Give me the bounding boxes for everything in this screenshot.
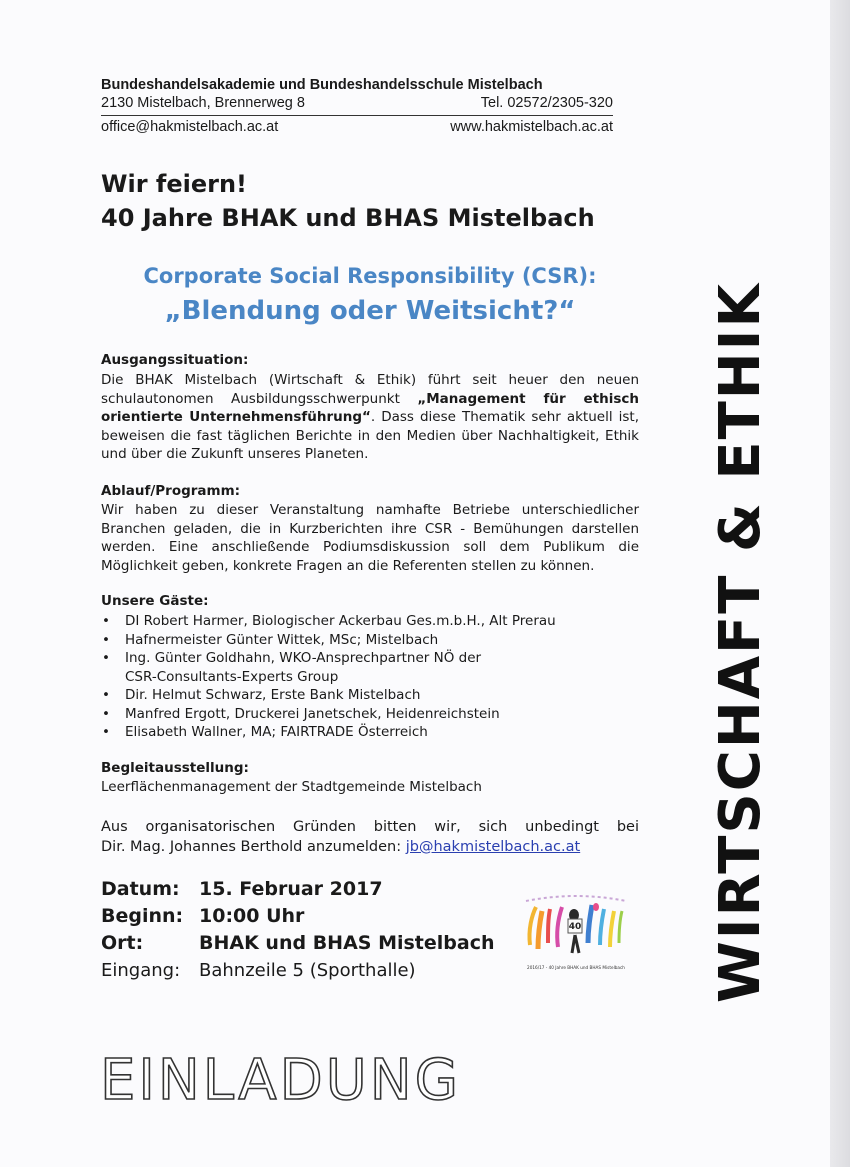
guest-text: • Ing. Günter Goldhahn, WKO-Ansprechpartner NÖ der bbox=[125, 650, 482, 666]
list-item bbox=[101, 631, 621, 650]
paragraph-ausgang bbox=[101, 371, 639, 464]
list-item bbox=[101, 649, 621, 686]
footer-title-einladung bbox=[100, 1043, 560, 1113]
info-datum bbox=[101, 876, 383, 903]
school-email[interactable]: office@hakmistelbach.ac.at bbox=[101, 119, 279, 135]
section-heading-gaeste: Unsere Gäste: bbox=[101, 593, 209, 609]
info-ort bbox=[101, 930, 495, 957]
info-label: Ort: bbox=[101, 932, 144, 954]
vertical-banner-wirtschaft-ethik: WIRTSCHAFT & ETHIK bbox=[708, 282, 773, 1003]
anmeldung-line-2 bbox=[101, 837, 639, 857]
logo-caption: 2016/17 - 40 Jahre BHAK und BHAS Mistelbach bbox=[527, 965, 625, 970]
info-eingang bbox=[101, 957, 416, 984]
info-value: Bahnzeile 5 (Sporthalle) bbox=[199, 960, 416, 981]
school-address: 2130 Mistelbach, Brennerweg 8 bbox=[101, 95, 305, 111]
info-value: BHAK und BHAS Mistelbach bbox=[199, 932, 495, 954]
school-phone: Tel. 02572/2305-320 bbox=[480, 95, 613, 111]
school-website[interactable]: www.hakmistelbach.ac.at bbox=[450, 119, 613, 135]
header-address-row bbox=[101, 95, 613, 111]
list-item bbox=[101, 686, 621, 705]
guest-text: • Manfred Ergott, Druckerei Janetschek, Heidenreichstein bbox=[125, 705, 500, 722]
info-beginn bbox=[101, 903, 304, 930]
anmeldung-line-1: Aus organisatorischen Gründen bitten wir, sich unbedingt bei bbox=[101, 819, 639, 835]
guest-text: • Dir. Helmut Schwarz, Erste Bank Mistelbach bbox=[125, 687, 421, 703]
subtitle-line-2: „Blendung oder Weitsicht?“ bbox=[164, 296, 576, 326]
ausgang-text-bold: „Management für ethisch orientierte Unternehmensführung“ bbox=[101, 390, 639, 426]
school-name: Bundeshandelsakademie und Bundeshandelsschule Mistelbach bbox=[101, 77, 543, 93]
list-item bbox=[101, 705, 621, 724]
page-edge bbox=[830, 0, 850, 1167]
list-item bbox=[101, 723, 621, 742]
list-item bbox=[101, 612, 621, 631]
guest-text: • Hafnermeister Günter Wittek, MSc; Mistelbach bbox=[125, 631, 439, 648]
info-label: Datum: bbox=[101, 878, 180, 900]
logo-figures-icon bbox=[522, 893, 630, 975]
paragraph-ablauf: Wir haben zu dieser Veranstaltung namhafte Betriebe unterschiedlicher Branchen geladen, die in Kurzberichten ihre CSR - Bemühungen darstellen werden. Eine anschließende Podiumsdiskussion soll dem Publikum die Möglichkeit geben, konkrete Fragen an die Referenten stellen zu können. bbox=[101, 502, 639, 574]
footer-title-text: EINLADUNG bbox=[100, 1048, 461, 1113]
info-value: 10:00 Uhr bbox=[199, 905, 305, 927]
title-line-1: Wir feiern! bbox=[101, 170, 247, 198]
title-line-2: 40 Jahre BHAK und BHAS Mistelbach bbox=[101, 204, 595, 232]
info-label: Eingang: bbox=[101, 960, 181, 981]
guest-text-continuation: CSR-Consultants-Experts Group bbox=[125, 668, 339, 685]
guest-list bbox=[101, 612, 621, 742]
info-value: 15. Februar 2017 bbox=[199, 878, 383, 900]
logo-number: 40 bbox=[568, 922, 582, 932]
header-contact-row bbox=[101, 119, 613, 135]
paragraph-begleit: Leerflächenmanagement der Stadtgemeinde Mistelbach bbox=[101, 779, 482, 795]
anmeldung-text: Dir. Mag. Johannes Berthold anzumelden: bbox=[101, 839, 406, 855]
ausgang-text-a: Die BHAK Mistelbach (Wirtschaft & Ethik) führt seit heuer den neuen schulautonomen Ausbildungsschwerpunkt bbox=[101, 372, 639, 407]
anmeldung-email-link[interactable]: jb@hakmistelbach.ac.at bbox=[405, 839, 581, 855]
subtitle-line-1: Corporate Social Responsibility (CSR): bbox=[143, 264, 597, 288]
ausgang-text-b: . Dass diese Thematik sehr aktuell ist, beweisen die fast täglichen Berichte in den Medien über Nachhaltigkeit, Ethik und über die Zukunft unseres Planeten. bbox=[101, 409, 639, 463]
guest-text: • DI Robert Harmer, Biologischer Ackerbau Ges.m.b.H., Alt Prerau bbox=[125, 613, 556, 629]
section-heading-begleit: Begleitausstellung: bbox=[101, 760, 249, 776]
header-divider bbox=[101, 115, 613, 116]
section-heading-ausgang: Ausgangssituation: bbox=[101, 352, 249, 368]
info-label: Beginn: bbox=[101, 905, 184, 927]
anniversary-logo bbox=[522, 893, 630, 975]
section-heading-ablauf: Ablauf/Programm: bbox=[101, 483, 241, 499]
guest-text: • Elisabeth Wallner, MA; FAIRTRADE Österreich bbox=[125, 724, 428, 740]
